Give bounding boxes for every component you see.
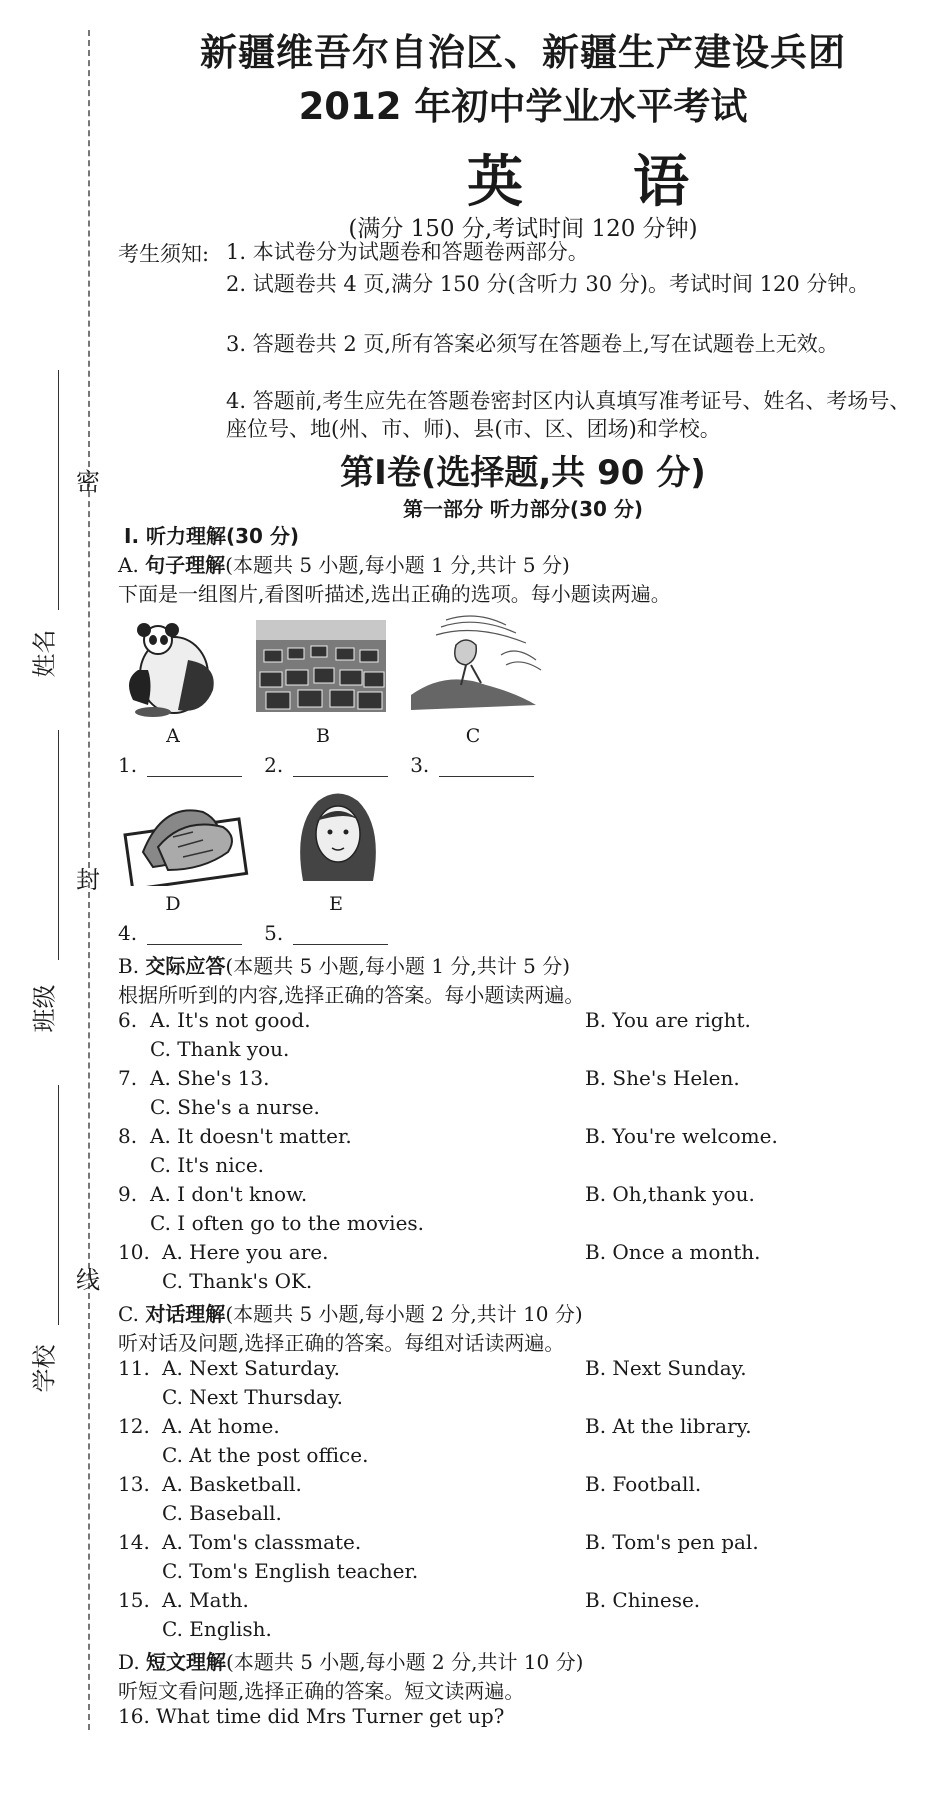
blank-2-number: 2.: [264, 753, 284, 777]
option-b[interactable]: B. Oh,thank you.: [585, 1182, 755, 1206]
seal-mark-mi: 密: [76, 468, 100, 496]
question-16: 16. What time did Mrs Turner get up?: [118, 1704, 505, 1728]
option-c[interactable]: C. She's a nurse.: [150, 1095, 320, 1119]
section-c-instruction: 听对话及问题,选择正确的答案。每组对话读两遍。: [118, 1331, 565, 1355]
notice-item-3: 3. 答题卷共 2 页,所有答案必须写在答题卷上,写在试题卷上无效。: [226, 332, 839, 356]
name-label: 姓名: [30, 629, 59, 678]
option-b[interactable]: B. Tom's pen pal.: [585, 1530, 759, 1554]
section-a-label: A.: [118, 553, 139, 577]
section-d-name: 短文理解: [146, 1650, 227, 1674]
option-c[interactable]: C. At the post office.: [162, 1443, 369, 1467]
picture-d-label: D: [165, 893, 181, 915]
option-a[interactable]: A. Next Saturday.: [162, 1356, 340, 1380]
blank-5-number: 5.: [264, 921, 284, 945]
picture-a-label: A: [166, 725, 180, 747]
option-c[interactable]: C. Baseball.: [162, 1501, 282, 1525]
question-number: 11.: [118, 1356, 150, 1380]
option-a[interactable]: A. Tom's classmate.: [162, 1530, 362, 1554]
option-c[interactable]: C. It's nice.: [150, 1153, 265, 1177]
section-a-heading: [118, 549, 570, 578]
picture-e-label: E: [329, 893, 343, 915]
section-c-label: C.: [118, 1302, 139, 1326]
option-a[interactable]: A. Basketball.: [162, 1472, 302, 1496]
notice-item-2: 2. 试题卷共 4 页,满分 150 分(含听力 30 分)。考试时间 120 分钟。: [226, 272, 870, 296]
answer-blanks-row2: [118, 921, 410, 945]
seal-mark-xian: 线: [76, 1266, 100, 1294]
option-b[interactable]: B. You are right.: [585, 1008, 751, 1032]
option-b[interactable]: B. She's Helen.: [585, 1066, 740, 1090]
section-d-label: D.: [118, 1650, 140, 1674]
seal-mark-feng: 封: [76, 866, 100, 894]
name-blank[interactable]: [58, 370, 59, 610]
section-d-note: (本题共 5 小题,每小题 2 分,共计 10 分): [226, 1650, 584, 1674]
option-c[interactable]: C. Tom's English teacher.: [162, 1559, 419, 1583]
option-a[interactable]: A. Math.: [162, 1588, 249, 1612]
listening-title: [124, 520, 299, 549]
answer-blank-2[interactable]: [293, 758, 388, 777]
section-b-label: B.: [118, 954, 140, 978]
section-d-heading: [118, 1646, 583, 1675]
question-number: 10.: [118, 1240, 150, 1264]
blank-1-number: 1.: [118, 753, 138, 777]
option-b[interactable]: B. Football.: [585, 1472, 702, 1496]
option-b[interactable]: B. Once a month.: [585, 1240, 761, 1264]
school-blank[interactable]: [58, 1085, 59, 1325]
class-blank[interactable]: [58, 730, 59, 960]
notice-item-4: 4. 答题前,考生应先在答题卷密封区内认真填写准考证号、姓名、考场号、座位号、地(州、市、师)、县(市、区、团场)和学校。: [226, 389, 911, 441]
option-a[interactable]: A. She's 13.: [150, 1066, 270, 1090]
question-number: 12.: [118, 1414, 150, 1438]
question-number: 6.: [118, 1008, 138, 1032]
option-b[interactable]: B. You're welcome.: [585, 1124, 778, 1148]
answer-blank-3[interactable]: [439, 758, 534, 777]
section-b-name: 交际应答: [145, 954, 226, 978]
option-a[interactable]: A. Here you are.: [162, 1240, 329, 1264]
school-label: 学校: [30, 1344, 59, 1393]
question-number: 13.: [118, 1472, 150, 1496]
option-b[interactable]: B. Next Sunday.: [585, 1356, 747, 1380]
blank-3-number: 3.: [410, 753, 430, 777]
option-c[interactable]: C. Thank you.: [150, 1037, 290, 1061]
answer-blank-1[interactable]: [147, 758, 242, 777]
answer-blanks-row1: [118, 753, 556, 777]
section-c-note: (本题共 5 小题,每小题 2 分,共计 10 分): [225, 1302, 583, 1326]
question-number: 8.: [118, 1124, 138, 1148]
section-d-instruction: 听短文看问题,选择正确的答案。短文读两遍。: [118, 1679, 525, 1703]
section-c-heading: [118, 1298, 583, 1327]
section-a-instruction: 下面是一组图片,看图听描述,选出正确的选项。每小题读两遍。: [118, 582, 671, 606]
section-a-name: 句子理解: [145, 553, 226, 577]
option-a[interactable]: A. At home.: [162, 1414, 280, 1438]
question-number: 14.: [118, 1530, 150, 1554]
notice-heading: 考生须知:: [118, 242, 210, 266]
blank-4-number: 4.: [118, 921, 138, 945]
picture-c-label: C: [465, 725, 481, 747]
option-c[interactable]: C. Next Thursday.: [162, 1385, 343, 1409]
question-number: 9.: [118, 1182, 138, 1206]
question-number: 15.: [118, 1588, 150, 1612]
listening-title-text: Ⅰ. 听力理解(30 分): [124, 524, 300, 548]
answer-blank-5[interactable]: [293, 926, 388, 945]
class-label: 班级: [30, 984, 59, 1033]
option-a[interactable]: A. It's not good.: [150, 1008, 311, 1032]
option-c[interactable]: C. Thank's OK.: [162, 1269, 313, 1293]
section-b-instruction: 根据所听到的内容,选择正确的答案。每小题读两遍。: [118, 983, 585, 1007]
option-a[interactable]: A. I don't know.: [150, 1182, 308, 1206]
picture-b-label: B: [316, 725, 330, 747]
score-note: (满分 150 分,考试时间 120 分钟): [348, 216, 698, 242]
notice-item-1: 1. 本试卷分为试题卷和答题卷两部分。: [226, 240, 589, 264]
option-c[interactable]: C. I often go to the movies.: [150, 1211, 425, 1235]
picture-e-girl: [288, 786, 386, 890]
option-b[interactable]: B. Chinese.: [585, 1588, 701, 1612]
question-number: 7.: [118, 1066, 138, 1090]
section-c-name: 对话理解: [145, 1302, 226, 1326]
option-a[interactable]: A. It doesn't matter.: [150, 1124, 352, 1148]
subject-title: 英语: [467, 149, 799, 215]
picture-c-sea: [406, 615, 544, 715]
part-one-title: 第Ⅰ卷(选择题,共 90 分): [340, 453, 706, 493]
answer-blank-4[interactable]: [147, 926, 242, 945]
listening-section-title: 第一部分 听力部分(30 分): [402, 497, 644, 521]
section-a-note: (本题共 5 小题,每小题 1 分,共计 5 分): [225, 553, 570, 577]
picture-a-panda: [118, 620, 230, 720]
option-b[interactable]: B. At the library.: [585, 1414, 752, 1438]
picture-b-traffic: [256, 620, 386, 712]
exam-title-line1: 新疆维吾尔自治区、新疆生产建设兵团: [200, 31, 846, 74]
picture-d-shoes: [123, 792, 251, 886]
section-b-note: (本题共 5 小题,每小题 1 分,共计 5 分): [225, 954, 571, 978]
section-b-heading: [118, 950, 570, 979]
option-c[interactable]: C. English.: [162, 1617, 272, 1641]
exam-title-line2: 2012 年初中学业水平考试: [298, 85, 748, 128]
